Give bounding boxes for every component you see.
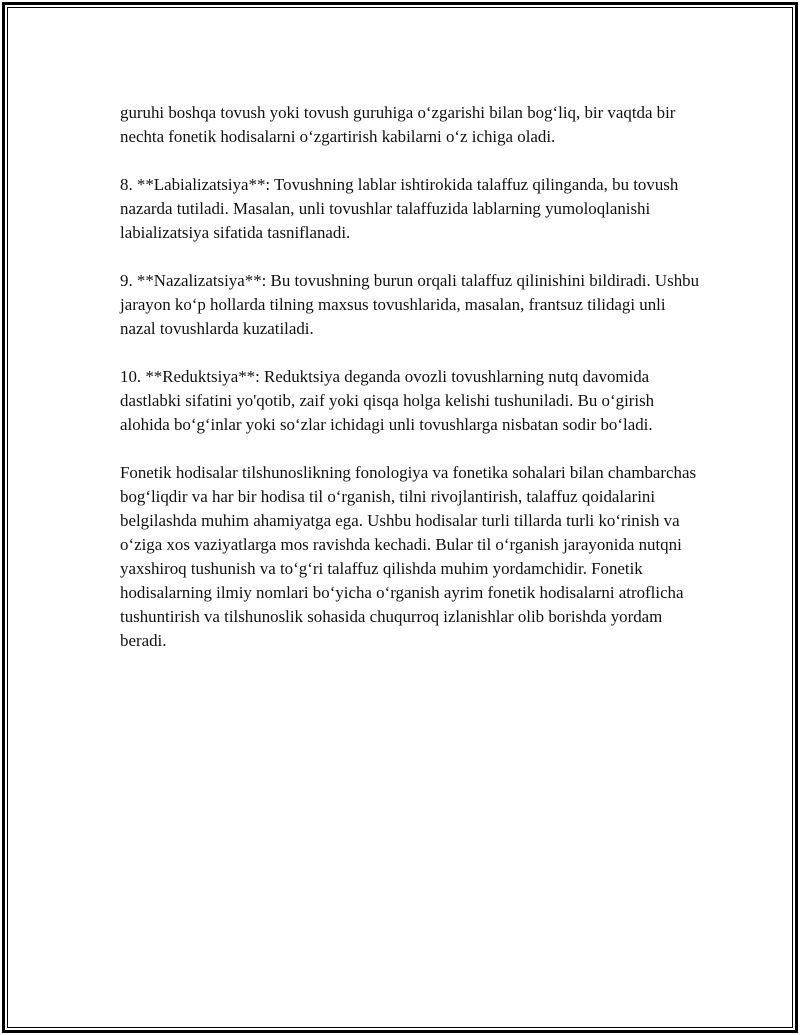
paragraph-labializatsiya: 8. **Labializatsiya**: Tovushning lablar ishtirokida talaffuz qilinganda, bu tovush nazarda tutiladi. Masalan, unli tovushlar talaffuzida lablarning yumoloqlanishi labializatsiya sifatida tasniflanadi.	[120, 175, 679, 242]
page-border	[2, 2, 798, 1033]
paragraph-conclusion: Fonetik hodisalar tilshunoslikning fonologiya va fonetika sohalari bilan chambarchas bog‘liqdir va har bir hodisa til o‘rganish, tilni rivojlantirish, talaffuz qoidalarini belgilashda muhim ahamiyatga ega. Ushbu hodisalar turli tillarda turli ko‘rinish va o‘ziga xos vaziyatlarga mos ravishda kechadi. Bular til o‘rganish jarayonida nutqni yaxshiroq tushunish va to‘g‘ri talaffuz qilishda muhim yordamchidir. Fonetik hodisalarning ilmiy nomlari bo‘yicha o‘rganish ayrim fonetik hodisalarni atroflicha tushuntirish va tilshunoslik sohasida chuqurroq izlanishlar olib borishda yordam beradi.	[120, 463, 697, 650]
paragraph-nazalizatsiya: 9. **Nazalizatsiya**: Bu tovushning burun orqali talaffuz qilinishini bildiradi. Ushbu jarayon ko‘p hollarda tilning maxsus tovushlarida, masalan, frantsuz tilidagi unli nazal tovushlarda kuzatiladi.	[120, 271, 700, 338]
document-body	[120, 101, 700, 653]
paragraph-reduktsiya: 10. **Reduktsiya**: Reduktsiya deganda ovozli tovushlarning nutq davomida dastlabki sifatini yo'qotib, zaif yoki qisqa holga kelishi tushuniladi. Bu o‘girish alohida bo‘g‘inlar yoki so‘zlar ichidagi unli tovushlarga nisbatan sodir bo‘ladi.	[120, 367, 655, 434]
paragraph-continuation: guruhi boshqa tovush yoki tovush guruhiga o‘zgarishi bilan bog‘liq, bir vaqtda bir nechta fonetik hodisalarni o‘zgartirish kabilarni o‘z ichiga oladi.	[120, 103, 676, 146]
